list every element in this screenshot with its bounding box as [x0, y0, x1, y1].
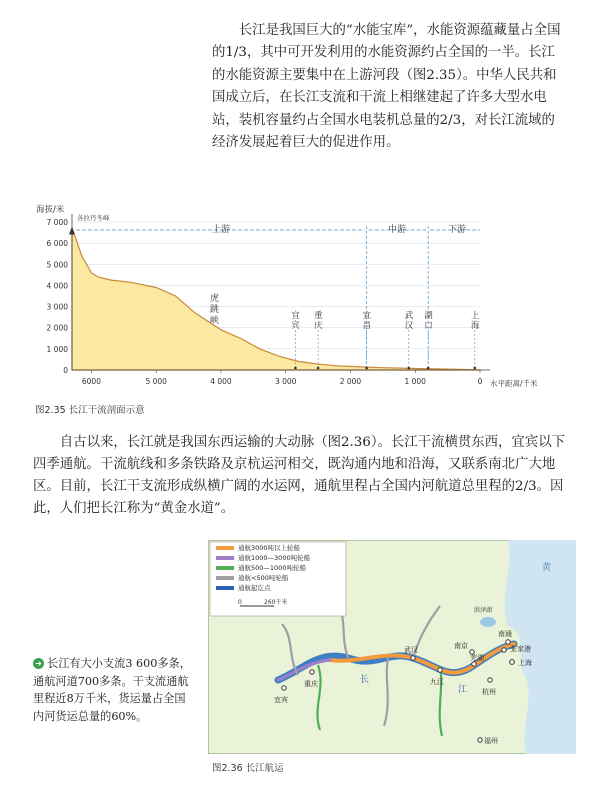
svg-text:福州: 福州 — [484, 737, 498, 745]
side-note-text: 长江有大小支流3 600多条，通航河道700多条。干支流通航里程近8万千米，货运量占全国内河货运总量的60%。 — [33, 657, 191, 723]
note-arrow-icon: ➜ — [33, 658, 44, 669]
lake — [480, 617, 496, 627]
y-tick-label: 4 000 — [46, 281, 68, 291]
place-point — [407, 367, 410, 370]
x-axis-label: 水平距离/千米 — [490, 379, 538, 388]
y-tick-label: 5 000 — [46, 260, 68, 270]
gorge-label-1: 虎 — [210, 294, 220, 304]
place-label: 昌 — [362, 321, 372, 331]
y-tick-label: 7 000 — [46, 218, 68, 227]
svg-text:南通: 南通 — [498, 630, 512, 638]
place-label: 武 — [404, 311, 414, 321]
svg-text:南京: 南京 — [454, 642, 468, 650]
sea-label: 黄 — [542, 563, 552, 573]
peak-marker — [69, 226, 75, 234]
legend-label: 通航起讫点 — [238, 584, 271, 592]
place-label: 宾 — [291, 321, 300, 331]
peak-label: 各拉丹冬峰 — [77, 214, 110, 222]
legend-label: 通航500—1000吨轮船 — [238, 564, 306, 572]
section-lower: 下游 — [448, 225, 467, 235]
gorge-label-3: 峡 — [210, 316, 220, 326]
svg-text:芜湖: 芜湖 — [470, 654, 484, 662]
legend-label: 通航1000—3000吨轮船 — [238, 554, 311, 562]
yangtze-profile-chart — [30, 200, 560, 400]
profile-x-axis — [72, 370, 490, 386]
y-tick-label: 2 000 — [46, 323, 68, 333]
legend-swatch — [216, 576, 234, 580]
place-label: 海 — [470, 321, 480, 331]
legend-swatch — [216, 586, 234, 590]
place-label: 汉 — [404, 321, 414, 331]
place-label: 上 — [470, 311, 480, 321]
x-tick-label: 5 000 — [145, 377, 167, 386]
y-tick-label: 0 — [63, 366, 68, 375]
river-label-jiang: 江 — [458, 685, 468, 695]
side-note — [33, 655, 191, 725]
svg-text:张家港: 张家港 — [510, 645, 531, 653]
svg-text:杭州: 杭州 — [482, 688, 496, 696]
legend-swatch — [216, 546, 234, 550]
svg-text:重庆: 重庆 — [304, 680, 318, 688]
profile-caption: 图2.35 长江干流剖面示意 — [35, 405, 145, 416]
place-point — [365, 367, 368, 370]
place-label: 庆 — [314, 321, 323, 331]
x-tick-label: 0 — [477, 377, 483, 386]
x-tick-label: 2 000 — [339, 377, 362, 386]
x-tick-label: 3 000 — [274, 377, 297, 386]
paragraph-hydropower: 长江是我国巨大的“水能宝库”，水能资源蕴藏量占全国的1/3，其中可开发利用的水能资源约占全国的一半。长江的水能资源主要集中在上游河段（图2.35）。中华人民共和国成立后，在长江支流和干流上相继建起了许多大型水电站，装机容量约占全国水电装机总量的2/3，对长江流域的经济发展起着巨大的促进作用。 — [212, 23, 561, 151]
place-label: 重 — [314, 311, 323, 321]
lake-label: 洪泽湖 — [474, 607, 493, 614]
place-label: 宜 — [362, 311, 372, 321]
legend-label: 通航3000吨以上轮船 — [238, 544, 301, 552]
y-tick-label: 6 000 — [46, 239, 68, 249]
place-point — [427, 367, 430, 370]
svg-text:宜宾: 宜宾 — [274, 696, 288, 704]
legend-swatch — [216, 566, 234, 570]
place-label: 宜 — [291, 311, 300, 321]
legend-swatch — [216, 556, 234, 560]
map-scale-zero: 0 — [238, 599, 242, 606]
map-scale-label: 260千米 — [264, 599, 288, 606]
map-caption: 图2.36 长江航运 — [212, 763, 284, 774]
profile-y-axis — [47, 214, 72, 375]
y-tick-label: 3 000 — [46, 302, 68, 312]
paragraph-shipping: 自古以来，长江就是我国东西运输的大动脉（图2.36）。长江干流横贯东西，宜宾以下四季通航。干流航线和多条铁路及京杭运河相交，既沟通内地和沿海，又联系南北广大地区。目前，长江干支流形成纵横广阔的水运网，通航里程占全国内河航道总里程的2/3。因此，人们把长江称为“黄金水道”。 — [33, 435, 565, 516]
svg-text:九江: 九江 — [430, 678, 444, 686]
place-point — [317, 367, 320, 370]
section-upper: 上游 — [212, 225, 231, 235]
gorge-label-2: 跳 — [210, 305, 220, 315]
x-tick-label: 6000 — [81, 377, 101, 386]
place-point — [474, 367, 477, 370]
svg-text:上海: 上海 — [518, 659, 532, 667]
y-axis-label: 海拔/米 — [36, 205, 65, 215]
section-middle: 中游 — [388, 225, 407, 235]
svg-text:武汉: 武汉 — [404, 646, 418, 654]
yangtze-shipping-map — [208, 540, 576, 754]
y-tick-label: 1 000 — [46, 344, 68, 354]
legend-label: 通航<500吨轮船 — [238, 574, 289, 582]
place-label: 口 — [424, 321, 433, 331]
place-label: 湖 — [424, 311, 433, 321]
x-tick-label: 4 000 — [210, 377, 232, 386]
place-point — [294, 367, 297, 370]
x-tick-label: 1 000 — [404, 377, 426, 386]
river-label-chang: 长 — [360, 675, 370, 685]
